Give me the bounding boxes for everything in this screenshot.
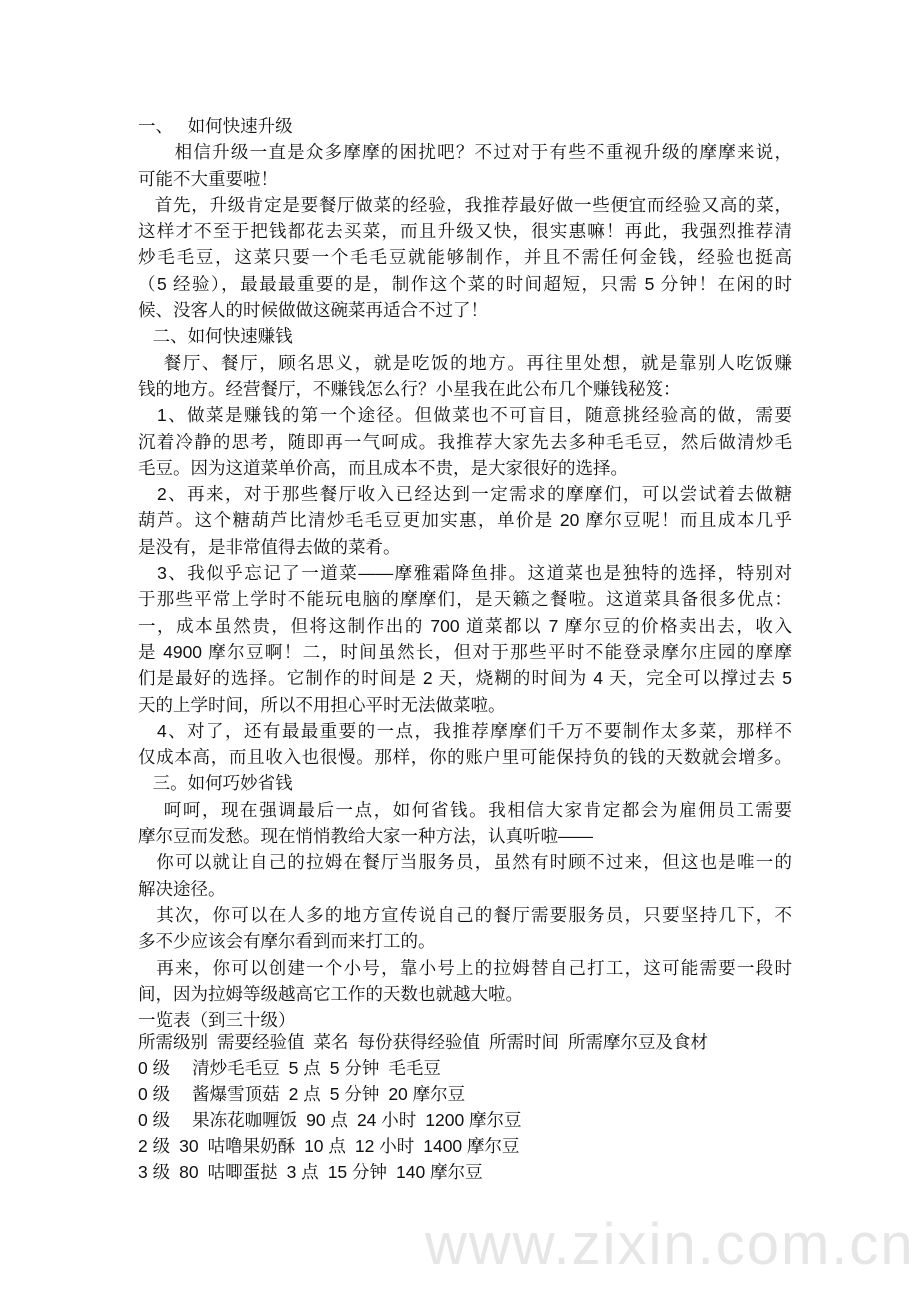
table-cell: 24 小时: [356, 1110, 417, 1130]
section-heading: 二、如何快速赚钱: [138, 326, 293, 347]
text-line: 多不少应该会有摩尔看到而来打工的。: [138, 931, 436, 952]
table-cell: 30: [179, 1136, 199, 1156]
text-line: 你可以就让自己的拉姆在餐厅当服务员，虽然有时顾不过来，但这也是唯一的: [138, 852, 792, 873]
table-cell: 12 小时: [354, 1136, 415, 1156]
level-table: [138, 1029, 717, 1185]
table-cell: 90 点: [306, 1110, 348, 1130]
table-row: [138, 1133, 717, 1159]
text-line: 间，因为拉姆等级越高它工作的天数也就越大啦。: [138, 983, 523, 1004]
table-cell: 所需级别: [138, 1032, 208, 1052]
text-line: 相信升级一直是众多摩摩的困扰吧？不过对于有些不重视升级的摩摩来说，: [138, 142, 792, 163]
table-cell: 毛毛豆: [388, 1058, 441, 1078]
text-line: 4、对了，还有最最重要的一点，我推荐摩摩们千万不要制作太多菜，那样不: [138, 720, 792, 741]
table-cell: 2 点: [288, 1084, 321, 1104]
table-row: [138, 1055, 717, 1081]
section-heading: 三。如何巧妙省钱: [138, 773, 293, 794]
text-line: 候、没客人的时候做做这碗菜再适合不过了！: [138, 300, 488, 321]
table-cell: 所需摩尔豆及食材: [568, 1032, 708, 1052]
text-line: 2、再来，对于那些餐厅收入已经达到一定需求的摩摩们，可以尝试着去做糖: [138, 484, 792, 505]
text-line: 1、做菜是赚钱的第一个途径。但做菜也不可盲目，随意挑经验高的做，需要: [138, 405, 792, 426]
table-cell: 酱爆雪顶菇: [192, 1084, 280, 1104]
text-line: 们是最好的选择。它制作的时间是 2 天，烧糊的时间为 4 天，完全可以撑过去 5: [138, 668, 792, 689]
document-body: [138, 113, 792, 1033]
table-cell: 5 分钟: [329, 1084, 380, 1104]
text-line: 天的上学时间，所以不用担心平时无法做菜啦。: [138, 694, 506, 715]
table-cell: 菜名: [313, 1032, 349, 1052]
text-line: 解决途径。: [138, 878, 226, 899]
table-cell: 0 级: [138, 1058, 171, 1078]
table-cell: 2 级: [138, 1136, 171, 1156]
table-cell: 咕唧蛋挞: [207, 1162, 278, 1182]
table-row: [138, 1159, 717, 1185]
table-row: [138, 1107, 717, 1133]
table-cell: 咕噜果奶酥: [207, 1136, 296, 1156]
text-line: 再来，你可以创建一个小号，靠小号上的拉姆替自己打工，这可能需要一段时: [138, 957, 792, 978]
text-line: 可能不大重要啦！: [138, 168, 278, 189]
text-line: 首先，升级肯定是要餐厅做菜的经验，我推荐最好做一些便宜而经验又高的菜，: [138, 194, 792, 215]
table-cell: 140 摩尔豆: [396, 1162, 483, 1182]
text-line: 毛豆。因为这道菜单价高，而且成本不贵，是大家很好的选择。: [138, 457, 628, 478]
text-line: 是 4900 摩尔豆啊！二，时间虽然长，但对于那些平时不能登录摩尔庄园的摩摩: [138, 641, 792, 662]
table-cell: 1200 摩尔豆: [425, 1110, 522, 1130]
text-line: 钱的地方。经营餐厅，不赚钱怎么行？小星我在此公布几个赚钱秘笈：: [138, 378, 681, 399]
table-cell: 5 点: [288, 1058, 321, 1078]
text-line: 这样才不至于把钱都花去买菜，而且升级又快，很实惠嘛！再此，我强烈推荐清: [138, 221, 792, 242]
text-line: 餐厅、餐厅，顾名思义，就是吃饭的地方。再往里处想，就是靠别人吃饭赚: [138, 352, 792, 373]
table-cell: 80: [179, 1162, 199, 1182]
table-cell: 所需时间: [489, 1032, 559, 1052]
table-title: 一览表（到三十级）: [138, 1010, 296, 1031]
table-cell: 需要经验值: [217, 1032, 305, 1052]
table-cell: 3 级: [138, 1162, 171, 1182]
text-line: 是没有，是非常值得去做的菜肴。: [138, 536, 401, 557]
text-line: 呵呵，现在强调最后一点，如何省钱。我相信大家肯定都会为雇佣员工需要: [138, 799, 792, 820]
text-line: 仅成本高，而且收入也很慢。那样，你的账户里可能保持负的钱的天数就会增多。: [138, 747, 792, 768]
text-line: 于那些平常上学时不能玩电脑的摩摩们，是天籁之餐啦。这道菜具备很多优点：: [138, 589, 792, 610]
table-cell: 0 级: [138, 1084, 171, 1104]
table-cell: 5 分钟: [329, 1058, 380, 1078]
watermark: www.zixin.com.cn: [425, 1212, 915, 1277]
text-line: 葫芦。这个糖葫芦比清炒毛毛豆更加实惠，单价是 20 摩尔豆呢！而且成本几乎: [138, 510, 792, 531]
table-cell: 每份获得经验值: [357, 1032, 480, 1052]
table-header-row: [138, 1029, 717, 1055]
table-cell: 20 摩尔豆: [388, 1084, 466, 1104]
table-cell: 1400 摩尔豆: [423, 1136, 520, 1156]
table-cell: 清炒毛毛豆: [192, 1058, 280, 1078]
text-line: （5 经验），最最最重要的是，制作这个菜的时间超短，只需 5 分钟！在闲的时: [138, 273, 792, 294]
text-line: 炒毛毛豆，这菜只要一个毛毛豆就能够制作，并且不需任何金钱，经验也挺高: [138, 247, 792, 268]
text-line: 其次，你可以在人多的地方宣传说自己的餐厅需要服务员，只要坚持几下，不: [138, 904, 792, 925]
text-line: 摩尔豆而发愁。现在悄悄教给大家一种方法，认真听啦——: [138, 826, 593, 847]
table-cell: 果冻花咖喱饭: [192, 1110, 298, 1130]
table-cell: 3 点: [286, 1162, 319, 1182]
section-heading: 一、 如何快速升级: [138, 116, 293, 136]
text-line: 一，成本虽然贵，但将这制作出的 700 道菜都以 7 摩尔豆的价格卖出去，收入: [138, 615, 792, 636]
text-line: 3、我似乎忘记了一道菜——摩雅霜降鱼排。这道菜也是独特的选择，特别对: [138, 563, 792, 584]
table-cell: 0 级: [138, 1110, 171, 1130]
table-cell: 15 分钟: [327, 1162, 388, 1182]
table-row: [138, 1081, 717, 1107]
table-cell: 10 点: [304, 1136, 346, 1156]
text-line: 沉着冷静的思考，随即再一气呵成。我推荐大家先去多种毛毛豆，然后做清炒毛: [138, 431, 792, 452]
